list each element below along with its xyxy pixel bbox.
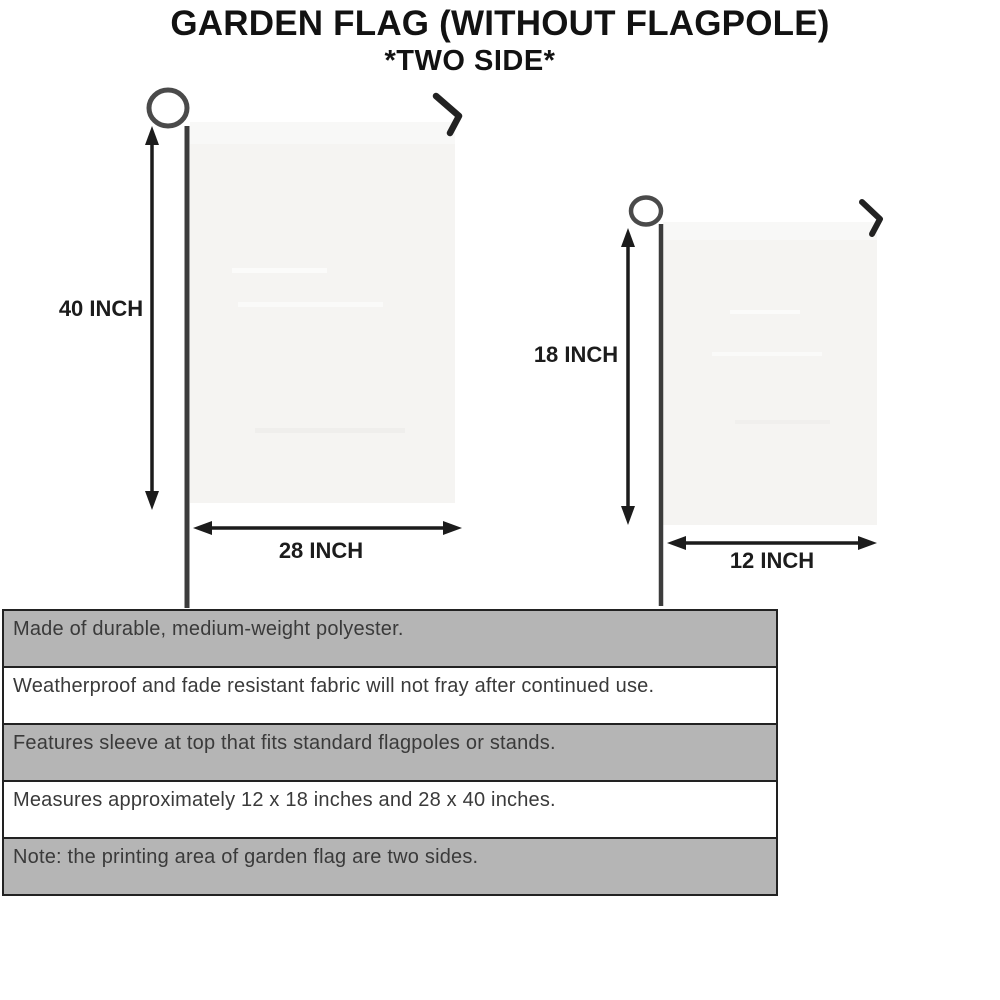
large-flagpole-loop-icon <box>149 90 187 126</box>
wrinkle <box>735 420 830 424</box>
title-line-2: *TWO SIDE* <box>384 44 556 77</box>
feature-text-5: Note: the printing area of garden flag are two sides. <box>13 846 479 868</box>
features-table <box>2 609 778 896</box>
small-flag-height-arrow-icon <box>621 228 635 525</box>
large-flag-height-label: 40 INCH <box>58 296 144 321</box>
title-line-1: GARDEN FLAG (WITHOUT FLAGPOLE) <box>170 4 830 43</box>
wrinkle <box>232 268 327 273</box>
feature-text-3: Features sleeve at top that fits standard flagpoles or stands. <box>13 732 556 754</box>
large-flag-sleeve <box>190 122 455 144</box>
feature-row-1 <box>2 609 778 668</box>
wrinkle <box>238 302 383 307</box>
small-flag-group <box>534 198 880 607</box>
feature-text-2: Weatherproof and fade resistant fabric will not fray after continued use. <box>13 675 655 697</box>
feature-text-1: Made of durable, medium-weight polyester. <box>13 618 404 640</box>
small-flag-width-label: 12 INCH <box>729 548 815 573</box>
large-flag-height-arrow-icon <box>145 126 159 510</box>
large-flag-group <box>59 90 462 608</box>
small-flag-sleeve <box>663 222 877 240</box>
wrinkle <box>255 428 405 433</box>
wrinkle <box>712 352 822 356</box>
feature-row-5 <box>2 837 778 896</box>
small-flagpole-loop-icon <box>631 198 661 225</box>
large-flag-width-label: 28 INCH <box>278 538 364 563</box>
small-flag-height-label: 18 INCH <box>533 342 619 367</box>
large-flag-width-arrow-icon <box>193 521 462 535</box>
small-flag-fabric <box>663 222 877 525</box>
large-flag-fabric <box>190 122 455 503</box>
feature-row-3 <box>2 723 778 782</box>
feature-row-2 <box>2 666 778 725</box>
feature-text-4: Measures approximately 12 x 18 inches and 28 x 40 inches. <box>13 789 556 811</box>
feature-row-4 <box>2 780 778 839</box>
wrinkle <box>730 310 800 314</box>
